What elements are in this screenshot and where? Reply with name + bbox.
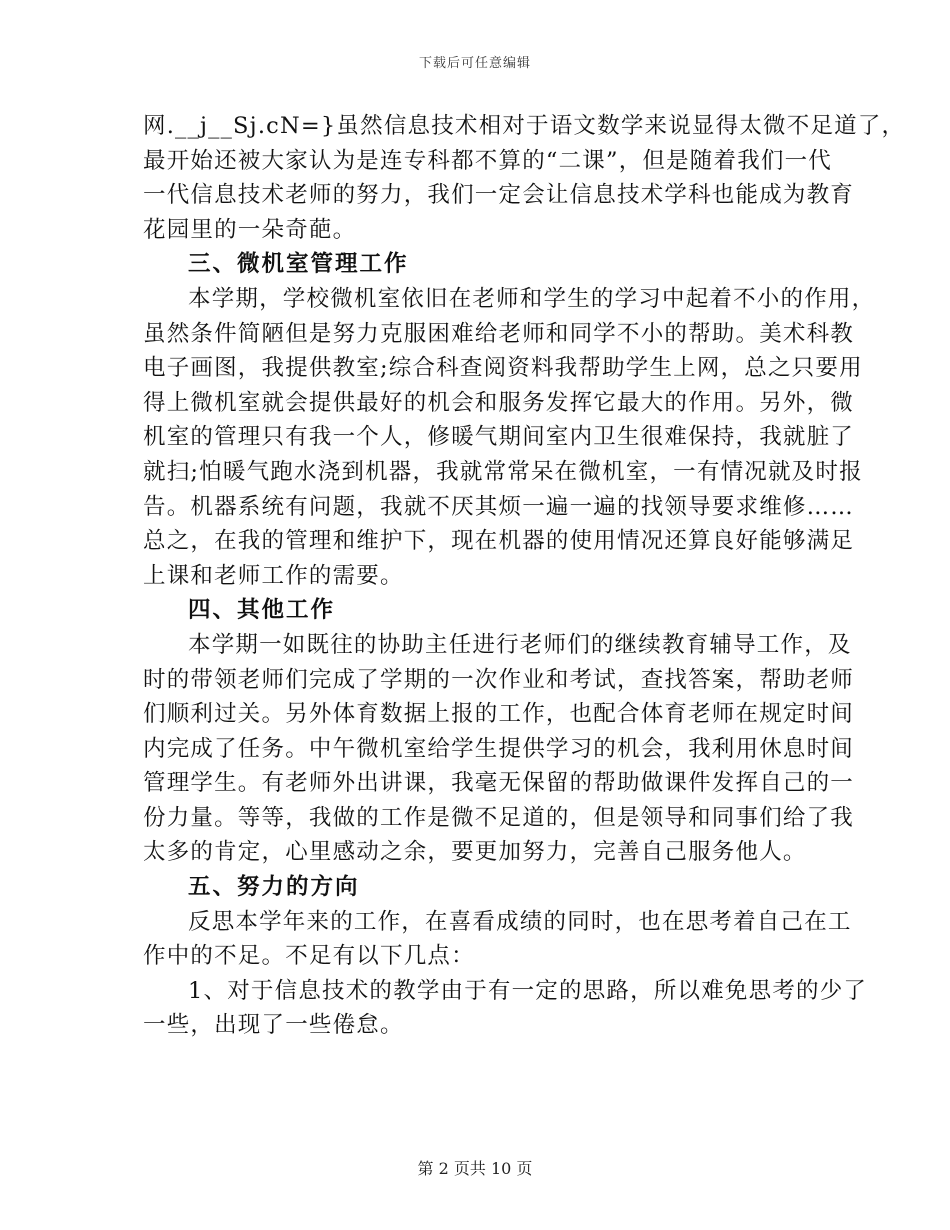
section-heading-5: 五、努力的方向 <box>188 874 360 901</box>
page-header: 下载后可任意编辑 <box>418 56 531 71</box>
body-line-10: 机室的管理只有我一个人，修暖气期间室内卫生很难保持，我就脏了 <box>143 424 855 451</box>
section-heading-4: 四、其他工作 <box>188 597 336 624</box>
body-line-21: 份力量。等等，我做的工作是微不足道的，但是领导和同事们给了我 <box>143 804 855 831</box>
body-line-9: 得上微机室就会提供最好的机会和服务发挥它最大的作用。另外，微 <box>143 389 855 416</box>
body-line-27: 一些，出现了一些倦怠。 <box>143 1012 404 1039</box>
body-line-3: 一代信息技术老师的努力，我们一定会让信息技术学科也能成为教育 <box>143 182 855 209</box>
page-number-footer: 第 2 页共 10 页 <box>417 1159 533 1178</box>
body-line-25: 作中的不足。不足有以下几点： <box>143 943 475 970</box>
body-line-17: 时的带领老师们完成了学期的一次作业和考试，查找答案，帮助老师 <box>143 666 855 693</box>
body-line-20: 管理学生。有老师外出讲课，我毫无保留的帮助做课件发挥自己的一 <box>143 770 855 797</box>
body-line-19: 内完成了任务。中午微机室给学生提供学习的机会，我利用休息时间 <box>143 735 855 762</box>
body-line-8: 电子画图，我提供教室;综合科查阅资料我帮助学生上网，总之只要用 <box>143 355 863 382</box>
body-line-7: 虽然条件简陋但是努力克服困难给老师和同学不小的帮助。美术科教 <box>143 320 855 347</box>
body-line-22: 太多的肯定，心里感动之余，要更加努力，完善自己服务他人。 <box>143 839 807 866</box>
body-line-6: 本学期，学校微机室依旧在老师和学生的学习中起着不小的作用， <box>188 285 876 312</box>
body-line-16: 本学期一如既往的协助主任进行老师们的继续教育辅导工作，及 <box>188 631 852 658</box>
body-line-1: 网.__j__Sj.cN=}虽然信息技术相对于语文数学来说显得太微不足道了， <box>143 113 906 139</box>
body-line-14: 上课和老师工作的需要。 <box>143 562 404 589</box>
body-line-2: 最开始还被大家认为是连专科都不算的“二课”，但是随着我们一代 <box>143 147 833 174</box>
body-line-24: 反思本学年来的工作，在喜看成绩的同时，也在思考着自己在工 <box>188 908 852 935</box>
body-line-12: 告。机器系统有问题，我就不厌其烦一遍一遍的找领导要求维修…… <box>143 493 855 520</box>
body-line-13: 总之，在我的管理和维护下，现在机器的使用情况还算良好能够满足 <box>143 528 855 555</box>
body-line-26: 1、对于信息技术的教学由于有一定的思路，所以难免思考的少了 <box>188 977 868 1004</box>
body-line-4: 花园里的一朵奇葩。 <box>143 216 357 243</box>
document-body <box>143 109 906 1043</box>
body-line-11: 就扫;怕暖气跑水浇到机器，我就常常呆在微机室，一有情况就及时报 <box>143 458 863 485</box>
body-line-18: 们顺利过关。另外体育数据上报的工作，也配合体育老师在规定时间 <box>143 701 855 728</box>
section-heading-3: 三、微机室管理工作 <box>188 251 409 278</box>
